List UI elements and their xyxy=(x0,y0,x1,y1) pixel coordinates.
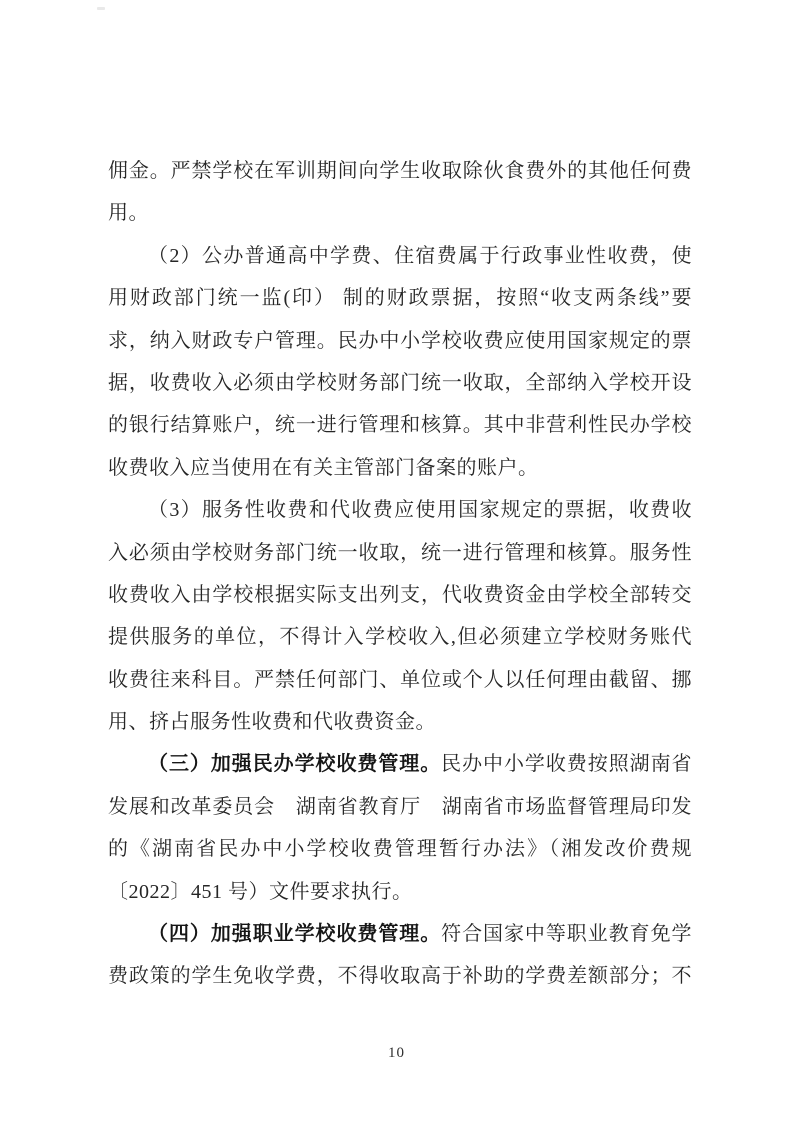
text-line xyxy=(108,828,692,870)
text-segment: 求，纳入财政专户管理。民办中小学校收费应使用国家规定的票 xyxy=(108,329,692,352)
text-line xyxy=(108,616,692,658)
text-line xyxy=(108,404,692,446)
text-segment: 〔2022〕451 号）文件要求执行。 xyxy=(108,880,413,903)
text-segment: 费政策的学生免收学费，不得收取高于补助的学费差额部分；不 xyxy=(108,965,692,988)
text-line xyxy=(108,532,692,574)
text-segment: （2）公办普通高中学费、住宿费属于行政事业性收费，使 xyxy=(148,244,692,267)
text-line xyxy=(108,277,692,319)
page-number: 10 xyxy=(388,1045,405,1061)
text-segment: 佣金。严禁学校在军训期间向学生收取除伙食费外的其他任何费 xyxy=(108,160,692,182)
text-segment: 收费收入应当使用在有关主管部门备案的账户。 xyxy=(108,456,539,479)
text-segment: 民办中小学收费按照湖南省 xyxy=(441,753,692,776)
text-line xyxy=(108,192,692,234)
text-segment: 的银行结算账户，统一进行管理和核算。其中非营利性民办学校 xyxy=(108,414,692,437)
text-line xyxy=(108,786,692,828)
text-line xyxy=(108,447,692,489)
text-segment: 发展和改革委员会 湖南省教育厅 湖南省市场监督管理局印发 xyxy=(108,795,692,818)
text-segment: （3）服务性收费和代收费应使用国家规定的票据，收费收 xyxy=(148,499,692,522)
section-heading-segment: （四）加强职业学校收费管理。 xyxy=(148,923,442,946)
text-line xyxy=(108,659,692,701)
text-line xyxy=(108,489,692,531)
text-line xyxy=(108,574,692,616)
text-segment: 入必须由学校财务部门统一收取，统一进行管理和核算。服务性 xyxy=(108,541,692,564)
text-segment: 符合国家中等职业教育免学 xyxy=(441,923,692,946)
text-segment: 提供服务的单位，不得计入学校收入,但必须建立学校财务账代 xyxy=(108,626,692,649)
text-segment: 用。 xyxy=(108,202,149,225)
text-segment: 收费收入由学校根据实际支出列支，代收费资金由学校全部转交 xyxy=(108,583,692,606)
text-line xyxy=(108,871,692,913)
text-line xyxy=(108,955,692,997)
text-line xyxy=(108,913,692,955)
text-segment: 用财政部门统一监(印） 制的财政票据，按照“收支两条线”要 xyxy=(108,287,692,310)
document-body xyxy=(108,150,692,998)
section-heading-segment: （三）加强民办学校收费管理。 xyxy=(148,753,442,776)
text-segment: 用、挤占服务性收费和代收费资金。 xyxy=(108,711,436,734)
text-line xyxy=(108,320,692,362)
text-segment: 据，收费收入必须由学校财务部门统一收取，全部纳入学校开设 xyxy=(108,371,692,394)
text-segment: 的《湖南省民办中小学校收费管理暂行办法》（湘发改价费规 xyxy=(108,838,692,861)
text-line xyxy=(108,701,692,743)
text-line xyxy=(108,362,692,404)
text-line xyxy=(108,743,692,785)
text-segment: 收费往来科目。严禁任何部门、单位或个人以任何理由截留、挪 xyxy=(108,668,692,691)
scan-artifact xyxy=(97,7,105,10)
text-line xyxy=(108,235,692,277)
text-line xyxy=(108,150,692,192)
